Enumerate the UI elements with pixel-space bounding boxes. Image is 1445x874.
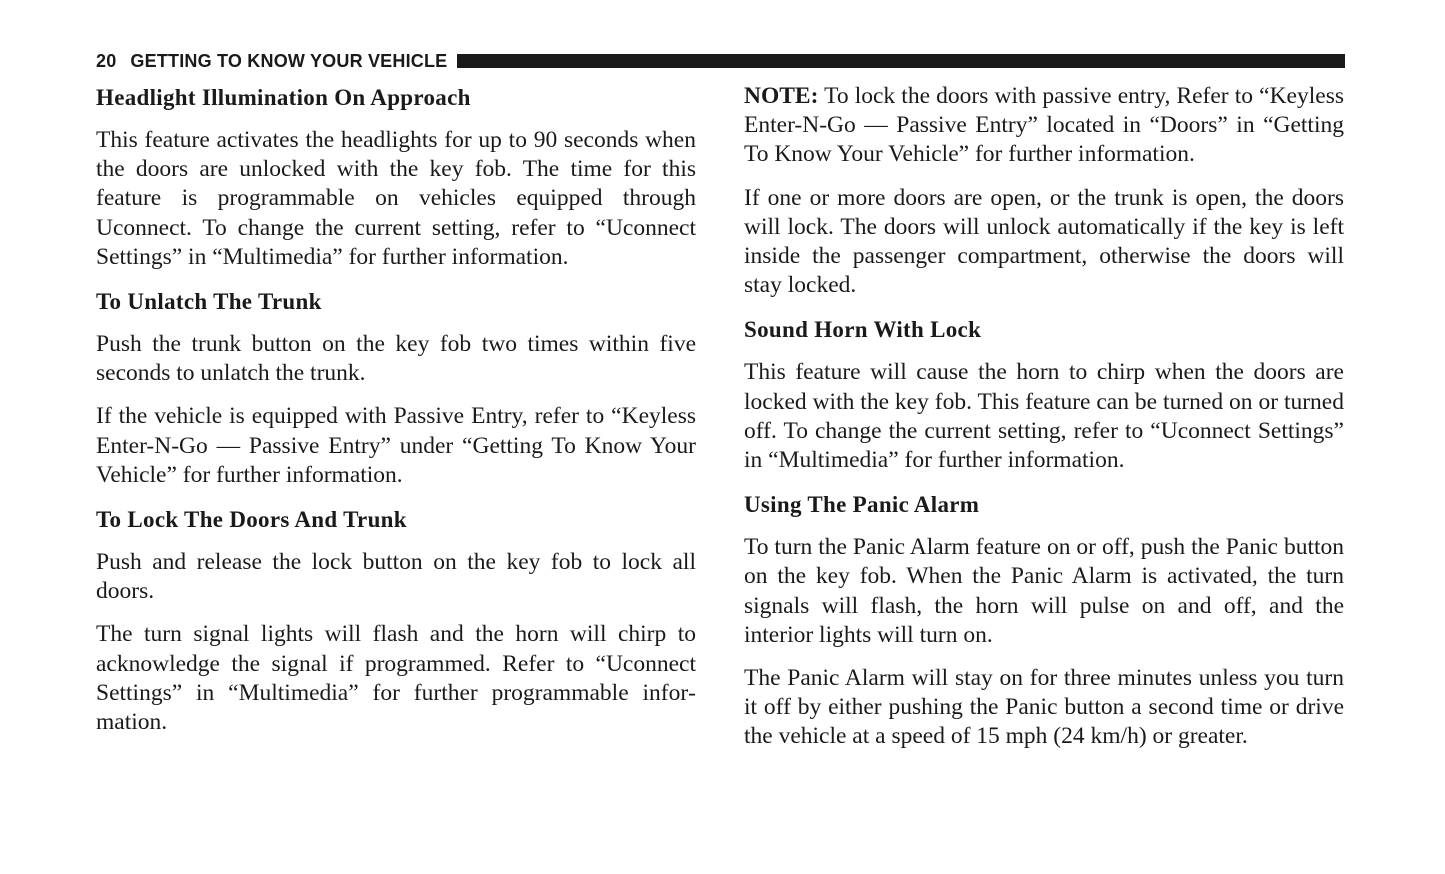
section-title: GETTING TO KNOW YOUR VEHICLE [130,50,448,71]
turn-signal-paragraph: The turn signal lights will flash and the horn will chirp to acknowledge the signal if programmed. Refer to “Uconnect Settings” in “Multimedia” for further programmable information. [96,621,696,736]
sound-horn-paragraph: This feature will cause the horn to chirp when the doors are locked with the key fob. This feature can be turned on or turned off. To change the current setting, refer to “Uconnect Settings” in “Multimedia” for further information. [744,359,1344,474]
left-column [96,82,696,751]
lock-doors-paragraph: Push and release the lock button on the key fob to lock all doors. [96,549,696,605]
doors-open-paragraph: If one or more doors are open, or the trunk is open, the doors will lock. The doors will unlock automatically if the key is left inside the passenger compartment, otherwise the doors will stay locked. [744,184,1344,299]
lock-doors-heading: To Lock The Doors And Trunk [96,507,407,533]
unlatch-trunk-paragraph: Push the trunk button on the key fob two times within five seconds to unlatch the trunk. [96,331,696,387]
sound-horn-heading: Sound Horn With Lock [744,317,982,343]
page-header [96,50,1345,72]
unlatch-trunk-heading: To Unlatch The Trunk [96,289,322,315]
headlight-paragraph: This feature activates the headlights for up to 90 seconds when the doors are unlocked with the key fob. The time for this feature is programmable on vehicles equipped through Uconnect. To change the current setting, refer to “Uconnect Settings” in “Multimedia” for further information. [96,127,696,270]
passive-entry-paragraph: If the vehicle is equipped with Passive Entry, refer to “Keyless Enter-N-Go — Passive Entry” under “Getting To Know Your Vehicle” for further information. [96,403,696,488]
panic-alarm-paragraph-2: The Panic Alarm will stay on for three minutes unless you turn it off by either pushing the Panic button a second time or drive the vehicle at a speed of 15 mph (24 km/h) or greater. [744,665,1344,750]
right-column [744,82,1344,766]
note-label: NOTE: [744,83,819,109]
header-rule [457,54,1345,68]
page-number: 20 [96,50,117,71]
note-paragraph [744,82,1344,170]
panic-alarm-heading: Using The Panic Alarm [744,492,980,518]
note-text: To lock the doors with passive entry, Refer to “Keyless Enter-N-Go — Passive Entry” located in “Doors” in “Getting To Know Your Vehicle” for further information. [744,83,1344,168]
panic-alarm-paragraph-1: To turn the Panic Alarm feature on or off, push the Panic button on the key fob. When the Panic Alarm is activated, the turn signals will flash, the horn will pulse on and off, and the interior lights will turn on. [744,534,1344,648]
headlight-heading: Headlight Illumination On Approach [96,85,471,110]
